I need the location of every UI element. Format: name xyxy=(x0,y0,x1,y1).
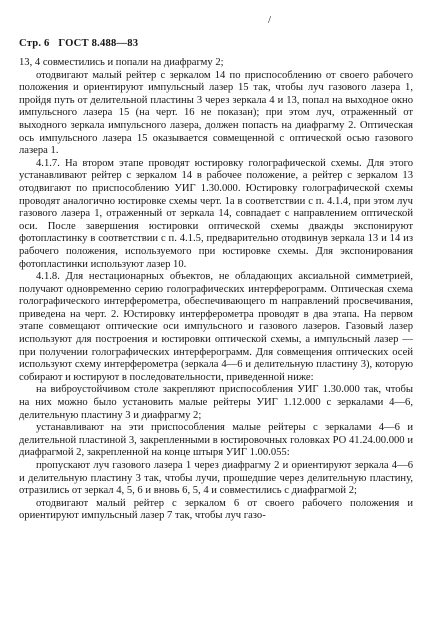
paragraph-4-1-8: 4.1.8. Для нестационарных объектов, не обладающих аксиальной симметрией, получают одновременно серию голографических интерферограмм. Оптическая схема голографического интерферометра, обеспечивающего m направлений просвечивания, приведена на черт. 2. Юстировку интерферометра проводят в два этапа. На первом этапе совмещают оптические оси импульсного и газового лазеров. Газовый лазер используют для построения и юстировки оптической схемы, а импульсный лазер — при получении голографических интерферограмм. Для совмещения оптических осей используют схему интерферометра (зеркала 4—6 и делительную пластину 3), которую собирают и юстируют в последовательности, приведенной ниже: xyxy=(19,271,413,383)
paragraph: устанавливают на эти приспособления малые рейтеры с зеркалами 4—6 и делительной пластиной 3, закрепленными в юстировочных головках РО 41.24.00.000 и диафрагмой 2, закрепленной на конце штыря УИГ 1.00.055: xyxy=(19,422,413,459)
page-header xyxy=(19,38,144,51)
paragraph: отодвигают малый рейтер с зеркалом 6 от своего рабочего положения и ориентируют импульсный лазер 7 так, чтобы луч газо- xyxy=(19,497,413,522)
paragraph: на виброустойчивом столе закрепляют приспособления УИГ 1.30.000 так, чтобы на них можно было установить малые рейтеры УИГ 1.12.000 с зеркалами 4—6, делительную пластину 3 и диафрагму 2; xyxy=(19,384,413,421)
paragraph: пропускают луч газового лазера 1 через диафрагму 2 и ориентируют зеркала 4—6 и делительную пластину 3 так, чтобы лучи, прошедшие через делительную пластину, отразились от зеркал 4, 5, 6 и вновь 6, 5, 4 и совместились с диафрагмой 2; xyxy=(19,460,413,497)
paragraph: отодвигают малый рейтер с зеркалом 14 по приспособлению от своего рабочего положения и ориентируют импульсный лазер 15 так, чтобы луч газового лазера 1, пройдя путь от делительной пластины 3 через зеркала 4 и 13, попал на выходное окно импульсного лазера 15 (на черт. 16 не показан); при этом луч, отраженный от выходного зеркала импульсного лазера, должен попасть на диафрагму 2. Оптическая ось импульсного лазера 15 оказывается совмещенной с оптической осью газового лазера 1. xyxy=(19,69,413,157)
paragraph-continuation: 13, 4 совместились и попали на диафрагму 2; xyxy=(19,57,224,68)
document-body xyxy=(19,57,413,523)
paragraph-4-1-7: 4.1.7. На втором этапе проводят юстировку голографической схемы. Для этого устанавливают рейтер с зеркалом 14 в рабочее положение, а рейтер с зеркалом 13 отодвигают по приспособлению УИГ 1.30.000. Юстировку голографической схемы проводят аналогично юстировке схемы черт. 1а в соответствии с п. 4.1.4, при этом луч газового лазера 1, отраженный от зеркала 14, совпадает с направлением оптической оси. После завершения юстировки оптической схемы дважды экспонируют фотопластинку в соответствии с п. 4.1.5, предварительно отодвинув зеркала 13 и 14 из рабочего положения, используемого при юстировке схемы. Для экспонирования фотопластинки используют лазер 10. xyxy=(19,157,413,270)
standard-number: ГОСТ 8.488—83 xyxy=(58,38,139,49)
page-number-label: Стр. 6 xyxy=(19,38,50,49)
page-mark: / xyxy=(268,14,272,26)
